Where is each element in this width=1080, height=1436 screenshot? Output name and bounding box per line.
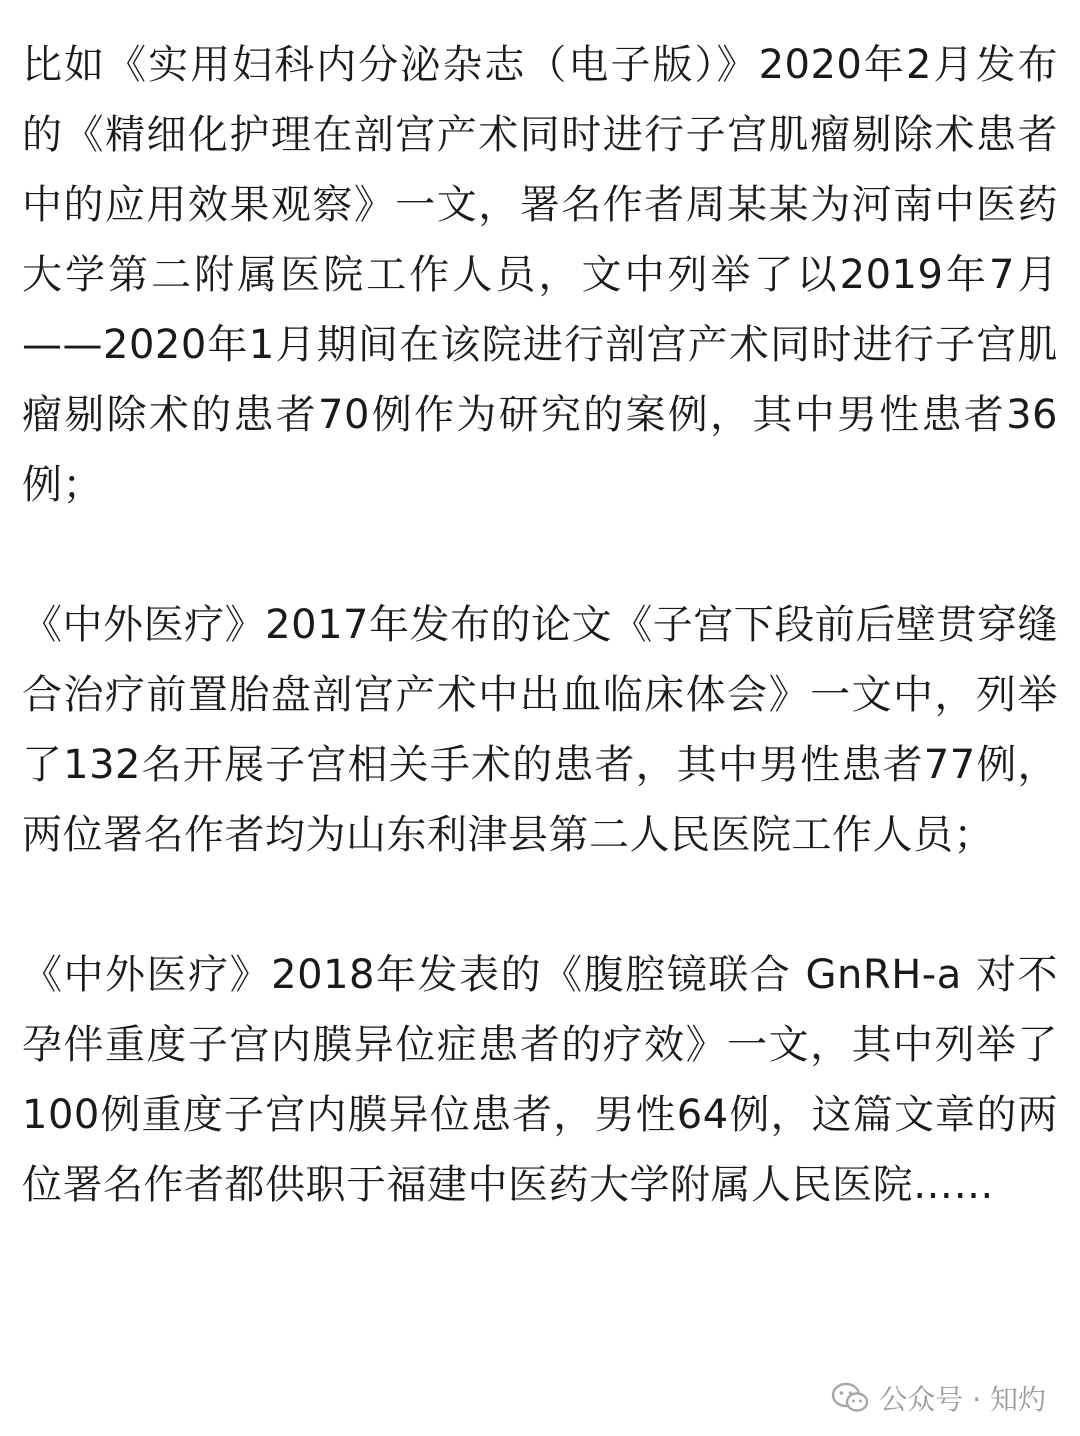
watermark	[831, 1378, 1046, 1418]
paragraph-3: 《中外医疗》2018年发表的《腹腔镜联合 GnRH-a 对不孕伴重度子宫内膜异位症患者的疗效》一文，其中列举了100例重度子宫内膜异位患者，男性64例，这篇文章的两位署名作者都供职于福建中医药大学附属人民医院……	[22, 952, 1058, 1208]
article-body	[22, 30, 1058, 1220]
paragraph-1: 比如《实用妇科内分泌杂志（电子版）》2020年2月发布的《精细化护理在剖宫产术同时进行子宫肌瘤剔除术患者中的应用效果观察》一文，署名作者周某某为河南中医药大学第二附属医院工作人员，文中列举了以2019年7月——2020年1月期间在该院进行剖宫产术同时进行子宫肌瘤剔除术的患者70例作为研究的案例，其中男性患者36例；	[22, 42, 1058, 508]
paragraph-2: 《中外医疗》2017年发布的论文《子宫下段前后壁贯穿缝合治疗前置胎盘剖宫产术中出血临床体会》一文中，列举了132名开展子宫相关手术的患者，其中男性患者77例，两位署名作者均为山东利津县第二人民医院工作人员；	[22, 602, 1058, 858]
wechat-icon	[831, 1382, 869, 1414]
watermark-text: 公众号 · 知灼	[879, 1383, 1046, 1416]
